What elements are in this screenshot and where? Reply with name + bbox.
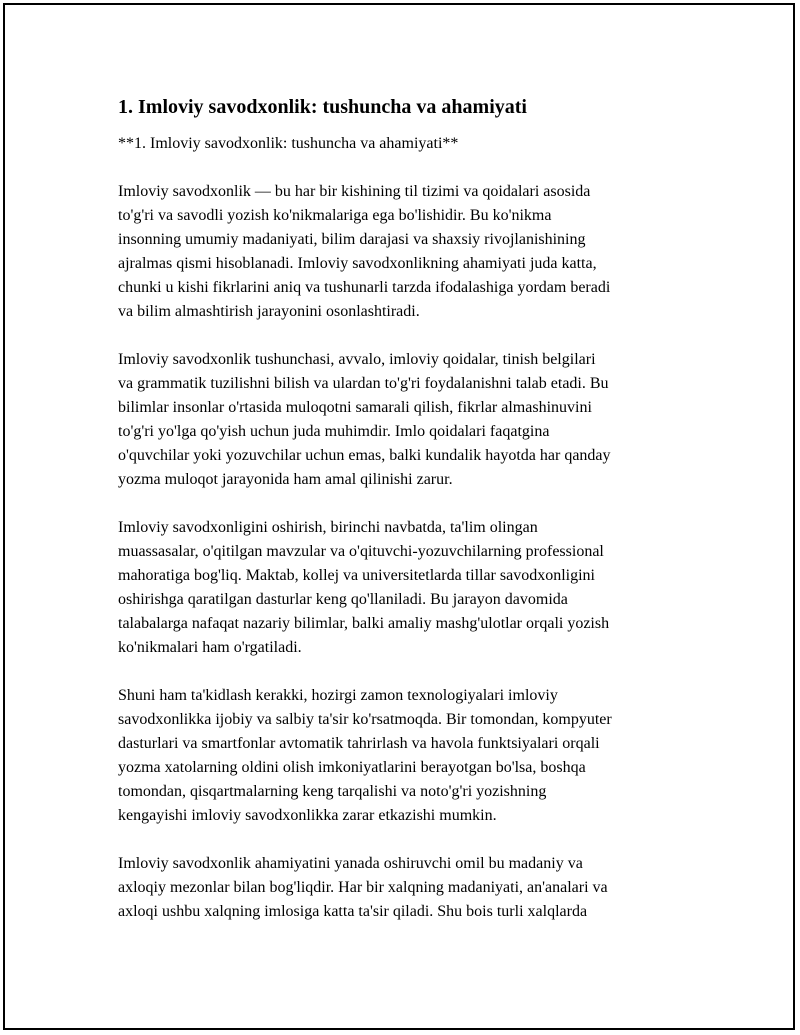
text-line: kengayishi imloviy savodxonlikka zarar etkazishi mumkin. xyxy=(118,807,497,824)
text-line: axloqiy mezonlar bilan bog'liqdir. Har bir xalqning madaniyati, an'analari va xyxy=(118,879,608,896)
paragraph xyxy=(118,180,698,324)
paragraph xyxy=(118,348,698,492)
text-line: Shuni ham ta'kidlash kerakki, hozirgi zamon texnologiyalari imloviy xyxy=(118,687,558,704)
text-line: dasturlari va smartfonlar avtomatik tahrirlash va havola funktsiyalari orqali xyxy=(118,735,600,752)
text-line: to'g'ri va savodli yozish ko'nikmalariga ega bo'lishidir. Bu ko'nikma xyxy=(118,207,552,224)
text-line: muassasalar, o'qitilgan mavzular va o'qituvchi-yozuvchilarning professional xyxy=(118,543,604,560)
text-line: to'g'ri yo'lga qo'yish uchun juda muhimdir. Imlo qoidalari faqatgina xyxy=(118,423,550,440)
text-line: chunki u kishi fikrlarini aniq va tushunarli tarzda ifodalashiga yordam beradi xyxy=(118,279,611,296)
text-line: Imloviy savodxonlik tushunchasi, avvalo, imloviy qoidalar, tinish belgilari xyxy=(118,351,596,368)
text-line: savodxonlikka ijobiy va salbiy ta'sir ko'rsatmoqda. Bir tomondan, kompyuter xyxy=(118,711,612,728)
text-line: ajralmas qismi hisoblanadi. Imloviy savodxonlikning ahamiyati juda katta, xyxy=(118,255,597,272)
document-body xyxy=(118,94,698,948)
text-line: talabalarga nafaqat nazariy bilimlar, balki amaliy mashg'ulotlar orqali yozish xyxy=(118,615,610,632)
text-line: Imloviy savodxonlik ahamiyatini yanada oshiruvchi omil bu madaniy va xyxy=(118,855,583,872)
paragraph xyxy=(118,516,698,660)
text-line: bilimlar insonlar o'rtasida muloqotni samarali qilish, fikrlar almashinuvini xyxy=(118,399,592,416)
text-line: oshirishga qaratilgan dasturlar keng qo'llaniladi. Bu jarayon davomida xyxy=(118,591,568,608)
text-line: Imloviy savodxonligini oshirish, birinchi navbatda, ta'lim olingan xyxy=(118,519,538,536)
text-line: va bilim almashtirish jarayonini osonlashtiradi. xyxy=(118,303,420,320)
text-line: insonning umumiy madaniyati, bilim darajasi va shaxsiy rivojlanishining xyxy=(118,231,586,248)
text-line: va grammatik tuzilishni bilish va ulardan to'g'ri foydalanishni talab etadi. Bu xyxy=(118,375,609,392)
text-line: ko'nikmalari ham o'rgatiladi. xyxy=(118,639,302,656)
text-line: tomondan, qisqartmalarning keng tarqalishi va noto'g'ri yozishning xyxy=(118,783,547,800)
paragraphs-container xyxy=(118,180,698,924)
paragraph xyxy=(118,684,698,828)
text-line: o'quvchilar yoki yozuvchilar uchun emas, balki kundalik hayotda har qanday xyxy=(118,447,611,464)
text-line: axloqi ushbu xalqning imlosiga katta ta'sir qiladi. Shu bois turli xalqlarda xyxy=(118,903,588,920)
text-line: yozma xatolarning oldini olish imkoniyatlarini berayotgan bo'lsa, boshqa xyxy=(118,759,586,776)
text-line: yozma muloqot jarayonida ham amal qilinishi zarur. xyxy=(118,471,453,488)
text-line: mahoratiga bog'liq. Maktab, kollej va universitetlarda tillar savodxonligini xyxy=(118,567,595,584)
text-line: Imloviy savodxonlik — bu har bir kishining til tizimi va qoidalari asosida xyxy=(118,183,591,200)
paragraph xyxy=(118,852,698,924)
section-heading: 1. Imloviy savodxonlik: tushuncha va ahamiyati xyxy=(118,96,527,118)
section-subheading: **1. Imloviy savodxonlik: tushuncha va ahamiyati** xyxy=(118,135,459,152)
